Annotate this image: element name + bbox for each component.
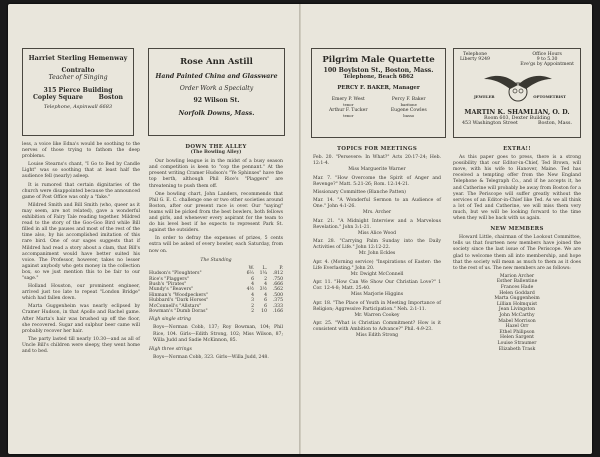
- team-name: Hubbard's "Dark Horses": [149, 298, 209, 304]
- col1-para: less, a voice like Edna's would be soothing to the nerves of those trying to fathom the deep problems.: [22, 142, 140, 160]
- meeting: [313, 190, 441, 196]
- standing-title: The Standing: [200, 257, 232, 263]
- team-wins: 2: [251, 303, 254, 309]
- booklet-spread: [8, 4, 592, 454]
- astill-ad: [148, 48, 285, 136]
- hours-extra: Eve'gs by Appointment: [520, 62, 574, 68]
- hemenway-address1: 315 Pierce Building: [43, 86, 113, 94]
- emblem-left-label: JEWELER: [474, 93, 495, 99]
- astill-line3: 92 Wilson St.: [193, 97, 240, 105]
- hours-value: 9 to 5.30: [536, 57, 558, 63]
- team-name: Rice's "Plaggers": [149, 276, 189, 282]
- list-item: Mabel Morrison: [498, 318, 536, 324]
- col2-para: One bowling chart, John Landers, recommends that Phil G. E. C. challenge one or two other societies around Boston, after our present race is over. Our "saying" teams will be picked from the best bowlers, both fellows and girls, and whenever every aspirant for the team to do his level best if he expects to represent Park St. against the outsiders.: [149, 191, 283, 234]
- meeting-text: Apr. 18. "The Place of Youth in Meeting Importance of Religion; Aggressive Participation." Neh. 2:1-11.: [313, 300, 441, 312]
- hemenway-ad: [22, 48, 134, 136]
- pilgrim-ad: [311, 48, 446, 138]
- extra-title: EXTRA!!: [503, 146, 531, 152]
- team-pct: .666: [272, 281, 283, 287]
- pilgrim-manager: PERCY F. BAKER, Manager: [337, 85, 420, 92]
- hemenway-title: Contralto: [61, 67, 95, 75]
- col1-para: Louise Stearns's chant, "I Go to Bed by Candle Light" was so soothing that at least half the audience fell (nearly) asleep.: [22, 162, 140, 180]
- list-item: Helen Sargent: [500, 335, 534, 341]
- optometrist-ad: [453, 48, 581, 138]
- team-losses: 2: [264, 276, 267, 282]
- meeting: [313, 280, 441, 298]
- team-wins: 4: [251, 292, 254, 298]
- meeting: [313, 260, 441, 278]
- team-pct: .500: [272, 292, 283, 298]
- high-single-text: Boys—Norman Cobb, 137; Roy Bowman, 104; Phil Rice, 104. Girls—Edith Strong, 102; Miss Wilson, 87; Willa Judd and Sadie McKinnon, 85.: [153, 325, 283, 343]
- column-3: [313, 144, 441, 342]
- list-item: Ethel Philipson: [499, 329, 535, 335]
- meeting-text: Mar. 21. "A Midnight Interview and a Marvelous Revelation." John 3:1-21.: [313, 218, 441, 230]
- team-pct: .812: [272, 271, 283, 277]
- meeting-text: Mar. 7. "How Overcome the Spirit of Anger and Revenge?" Matt. 5:21-26; Rom. 12:14-21.: [313, 175, 441, 187]
- high-three-title: High three strings: [149, 346, 192, 352]
- list-item: Marta Guggenheim: [494, 296, 540, 302]
- meeting-text: Apr. 11. "How Can We Show Our Christian Love?" 1 Cor. 12-4-8; Matt. 25:40.: [313, 280, 441, 292]
- team-pct: .750: [272, 276, 283, 282]
- list-item: Helen Goddard: [499, 290, 535, 296]
- optometrist-room: Room 603, Dexter Building: [483, 115, 551, 121]
- astill-name: Rose Ann Astill: [180, 57, 253, 67]
- team-wins: 6⅔: [246, 271, 254, 277]
- members-list: [453, 274, 581, 352]
- member-role: tenor: [343, 101, 354, 107]
- meeting-speaker: Mr. Warren Cookey: [354, 312, 400, 318]
- astill-line2: Order Work a Specialty: [179, 85, 254, 93]
- member: [379, 97, 440, 108]
- meeting: [313, 198, 441, 216]
- standing-head-w: W.: [248, 265, 254, 271]
- col1-para: Holland Houston, our prominent engineer, arrived just too late to repeat "London Bridge" which had fallen down.: [22, 284, 140, 302]
- team-wins: 3: [251, 298, 254, 304]
- team-losses: 6: [264, 298, 267, 304]
- team-losses: 6: [264, 303, 267, 309]
- table-row: [149, 309, 283, 314]
- members-para: Howard Little, chairman of the Lookout Committee, tells us that fourteen new members have joined the society since the last issue of The Periscope. We are glad to welcome them all into membership, and hope that the society will mean as much to them as it does to the rest of us. The new members are as follows:: [453, 235, 581, 271]
- wing-left-icon: [484, 76, 518, 89]
- team-name: Bowman's "Dumb Doras": [149, 308, 208, 314]
- standing-table: [149, 266, 283, 315]
- pilgrim-name: Pilgrim Male Quartette: [322, 55, 435, 65]
- members-title: NEW MEMBERS: [490, 226, 544, 233]
- member-role: basso: [403, 113, 415, 119]
- standing-head-l: L.: [262, 265, 267, 271]
- list-item: Elizabeth Trask: [498, 346, 536, 352]
- pilgrim-members: [312, 97, 445, 120]
- meeting: [313, 301, 441, 319]
- col2-para: In order to defray the expenses of prizes, 5 cents extra will be asked of every bowler, each Saturday, from now on.: [149, 236, 283, 254]
- column-1: [22, 142, 140, 357]
- meeting: [313, 321, 441, 339]
- member: [379, 108, 440, 119]
- meeting-text: Missionary Committee (Blanche Patten): [313, 189, 406, 195]
- meeting-speaker: Mr. John Eckles: [358, 251, 396, 257]
- alley-subtitle: (The Bowling Alley): [190, 150, 242, 156]
- optometrist-street: [454, 121, 580, 127]
- team-name: Mundy's "Beavers": [149, 287, 194, 293]
- list-item: Frances Hade: [500, 284, 534, 290]
- column-4: [453, 144, 581, 352]
- left-page: [8, 4, 299, 454]
- hemenway-square: Copley Square: [33, 93, 83, 101]
- team-pct: .562: [272, 287, 283, 293]
- meeting: [313, 239, 441, 257]
- col2-para: Our bowling league is in the midst of a busy season and competition is keen to "cop the pennant." At the present writing Cramer Hudson's "Ye Sphinxes" have the top berth, although Phil Rice's "Plaggers" are threatening to push them off.: [149, 159, 283, 189]
- optometrist-top: [454, 52, 580, 68]
- right-page: [301, 4, 592, 454]
- team-name: Bush's "Pirates": [149, 281, 187, 287]
- team-wins: 4½: [246, 287, 254, 293]
- emblem-disc-icon: [509, 83, 527, 101]
- col1-para: It is rumored that certain dignitaries of the church were disappointed because the announced game of Post Office was only a "fake.": [22, 182, 140, 200]
- meeting-speaker: Miss Marjorie Higgins: [350, 292, 404, 298]
- team-pct: .166: [272, 308, 283, 314]
- alley-title: DOWN THE ALLEY: [185, 144, 247, 150]
- emblem: [454, 69, 580, 107]
- member-role: baritone: [400, 101, 417, 107]
- team-losses: 1¼: [259, 271, 267, 277]
- list-item: Hazel Orr: [505, 324, 529, 330]
- member: [318, 97, 379, 108]
- astill-line4: Norfolk Downs, Mass.: [178, 109, 255, 117]
- member-name: Percy F. Baker: [391, 96, 426, 102]
- meeting: [313, 219, 441, 237]
- team-pct: .333: [272, 303, 283, 309]
- high-three-text: Boys—Norman Cobb, 323. Girls—Willa Judd, 248.: [153, 354, 269, 360]
- extra-para: As this paper goes to press, there is a strong possibility that our Editor-in-Chief, Ted Brown, will move, with his wife to Hanover, Maine. Ted has received a tempting offer from the New England Telephone & Telegraph Co., and if he accepts it, he and Catherine will probably be away from Boston for a year. The Periscope will suffer greatly without the services of an Editor-in-Chief like Ted. As we all think a lot of Ted and Catherine, we will miss them very much, but we will be looking forward to the time when they will be back with us again.: [453, 155, 581, 222]
- meeting-speaker: Mr. Dwight McConnell: [350, 271, 404, 277]
- phone-label: Telephone: [463, 52, 487, 57]
- street: 453 Washington Street: [462, 121, 518, 127]
- hemenway-address2: [23, 94, 133, 101]
- pilgrim-phone: Telephone, Beach 6862: [343, 74, 414, 81]
- team-wins: 2: [251, 308, 254, 314]
- team-name: McConnell's "Allstars": [149, 303, 202, 309]
- eagle-emblem-icon: [454, 69, 582, 107]
- team-name: Hinman's "Woodpeckers": [149, 292, 208, 298]
- lens-left-icon: [513, 89, 517, 93]
- list-item: John McCarthy: [499, 312, 535, 318]
- column-2: [149, 142, 283, 363]
- col1-para: Mildred Smith and Bill Smith (who, queer as it may seem, are not related), gave a wonderful exhibition of Fairy Tale reading together. Mildred read to the story of the Goo-Goo Bird while Bill filled in all the pauses and most of the rest of the time also, by his accomplished imitation of this rare bird. One of our sages suggests that if Mildred had read a story about a clam, that Bill's accompaniment would have better suited his voice. The Professor, however, takes no lesser against anybody who gets money in the collection box, so we just mention this to be fair to our "sage.": [22, 202, 140, 281]
- team-losses: 4: [264, 281, 267, 287]
- team-pct: .375: [272, 298, 283, 304]
- meeting-speaker: Mrs. Archer: [362, 210, 392, 216]
- hemenway-phone: Telephone, Aspinwall 6683: [43, 104, 113, 111]
- member-name: Arthur F. Tucker: [328, 108, 368, 114]
- city: Boston, Mass.: [537, 121, 572, 127]
- hemenway-city: Boston: [98, 93, 123, 101]
- team-losses: 10: [261, 308, 267, 314]
- team-wins: 6: [251, 276, 254, 282]
- col1-para: The party lasted till nearly 10.30—and as all of Uncle Bill's children were sleepy, they went home and to bed.: [22, 336, 140, 354]
- team-losses: 4: [264, 292, 267, 298]
- topics-title: TOPICS FOR MEETINGS: [336, 146, 418, 152]
- wing-right-icon: [518, 76, 552, 89]
- hemenway-name: Harriet Sterling Hemenway: [28, 54, 128, 62]
- lens-right-icon: [519, 89, 523, 93]
- list-item: Esther Ballentine: [496, 279, 538, 285]
- meeting-speaker: Miss Alice Wood: [357, 230, 397, 236]
- emblem-right-label: OPTOMETRIST: [533, 93, 566, 99]
- meeting-speaker: Miss Edith Strong: [355, 333, 399, 339]
- meeting-text: Apr. 4. (Morning service) "Inspirations of Easter: the Life Everlasting." John 20.: [313, 259, 441, 271]
- astill-line1: Hand Painted China and Glassware: [155, 73, 278, 80]
- pilgrim-address: 100 Boylston St., Boston, Mass.: [323, 67, 434, 74]
- member-role: tenor: [343, 113, 354, 119]
- high-single-title: High single string: [149, 317, 191, 323]
- phone-number: Liberty 9249: [460, 57, 490, 63]
- meeting-text: Feb. 20. "Persevere: In What?" Acts 20:17-24; Heb. 12:1-4.: [313, 155, 441, 167]
- member-name: Eugene Cowles: [390, 108, 427, 114]
- team-losses: 3½: [259, 287, 267, 293]
- optometrist-phone: [460, 52, 490, 68]
- team-wins: 4: [251, 281, 254, 287]
- team-name: Hudson's "Ploughters": [149, 271, 202, 277]
- optometrist-name: MARTIN K. SHAMLIAN, O. D.: [464, 107, 570, 116]
- optometrist-hours: [520, 52, 574, 68]
- meeting-text: Mar. 28. "Carrying Palm Sunday into the Daily Activities of Life." John 12:12-22.: [313, 239, 441, 251]
- standing-head-p: P.: [279, 265, 283, 271]
- member: [318, 108, 379, 119]
- meeting: [313, 176, 441, 188]
- col1-para: Marta Guggenheim was nearly eclipsed by Cramer Hudson, in that Apollo and Rachel game. After Marta's hair was brushed up off the floor, she recovered. Sugar and sulphur beer came will probably recover her hair.: [22, 304, 140, 334]
- hours-label: Office Hours: [532, 52, 562, 57]
- meeting-speaker: Miss Marguerite Warner: [348, 167, 406, 173]
- list-item: Lillian Holmquist: [496, 301, 538, 307]
- meeting-text: Mar. 14. "A Wonderful Sermon to an Audience of One." John 4:1-26.: [313, 198, 441, 210]
- list-item: Marion Archer: [499, 273, 535, 279]
- member-name: Emery P. West: [331, 96, 365, 102]
- list-item: Louise Straumer: [497, 340, 537, 346]
- hemenway-subtitle: Teacher of Singing: [48, 74, 108, 82]
- list-item: Jean Livingston: [498, 307, 536, 313]
- meeting-text: Apr. 25. "What is Christian Commitment? How is it consistent with Ambition to Advance?" Phil. 4:9-23.: [313, 321, 441, 333]
- meeting: [313, 155, 441, 173]
